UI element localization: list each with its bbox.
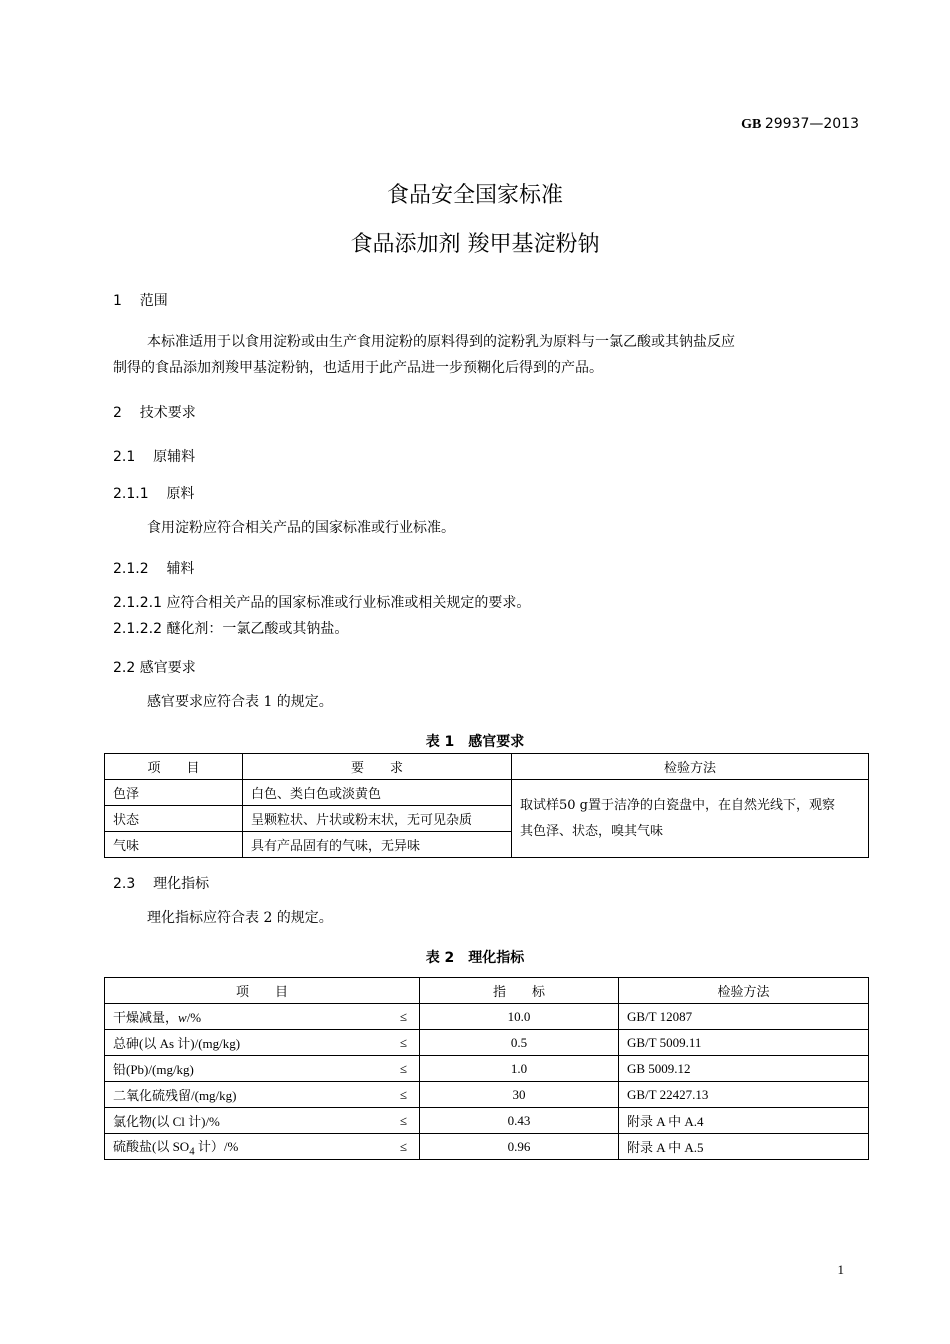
method-line-2: 其色泽、状态，嗅其气味 bbox=[520, 823, 664, 839]
section-number: 1 bbox=[113, 293, 122, 309]
table-2-caption: 表 2 理化指标 bbox=[425, 950, 525, 966]
section-2-2-heading bbox=[113, 657, 196, 677]
table-cell-item bbox=[105, 1082, 420, 1108]
less-equal-symbol: ≤ bbox=[399, 1034, 407, 1050]
table-row bbox=[105, 1082, 869, 1108]
table-cell-requirement: 白色、类白色或淡黄色 bbox=[243, 780, 512, 806]
table-cell-method: 附录 A 中 A.5 bbox=[619, 1134, 869, 1160]
section-2-heading bbox=[113, 402, 196, 422]
section-2-1-1-paragraph: 食用淀粉应符合相关产品的国家标准或行业标准。 bbox=[147, 520, 455, 536]
table-row bbox=[105, 1004, 869, 1030]
item-text: 硫酸盐(以 SO bbox=[113, 1138, 190, 1154]
section-1-paragraph-line1: 本标准适用于以食用淀粉或由生产食用淀粉的原料得到的淀粉乳为原料与一氯乙酸或其钠盐反应 bbox=[147, 334, 735, 350]
table-cell-method bbox=[512, 780, 869, 858]
section-2-2-paragraph: 感官要求应符合表 1 的规定。 bbox=[147, 694, 333, 710]
table-header-index: 指 标 bbox=[420, 978, 619, 1004]
method-line-1: 取试样50 g置于洁净的白瓷盘中，在自然光线下，观察 bbox=[520, 797, 835, 813]
section-2-3-heading bbox=[113, 873, 209, 893]
table-cell-value: 10.0 bbox=[420, 1004, 619, 1030]
table-cell-method: GB/T 12087 bbox=[619, 1004, 869, 1030]
standard-prefix: GB bbox=[741, 117, 762, 132]
section-number: 2.2 bbox=[113, 660, 136, 676]
section-2-1-1-heading bbox=[113, 483, 194, 503]
document-subtitle: 食品添加剂 羧甲基淀粉钠 bbox=[350, 232, 600, 257]
item-text: 干燥减量， bbox=[113, 1010, 179, 1025]
section-number: 2.1 bbox=[113, 449, 136, 465]
table-header-item: 项 目 bbox=[105, 754, 243, 780]
table-cell-value: 0.43 bbox=[420, 1108, 619, 1134]
item-text: 氯化物(以 Cl 计)/% bbox=[113, 1114, 220, 1129]
table-cell-item bbox=[105, 1056, 420, 1082]
table-cell-value: 30 bbox=[420, 1082, 619, 1108]
section-2-1-2-heading bbox=[113, 558, 194, 578]
clause-number: 2.1.2.1 bbox=[113, 595, 162, 611]
table-cell-method: GB/T 5009.11 bbox=[619, 1030, 869, 1056]
table-row bbox=[105, 1030, 869, 1056]
section-title: 理化指标 bbox=[153, 876, 210, 892]
table-cell-method: 附录 A 中 A.4 bbox=[619, 1108, 869, 1134]
section-title: 感官要求 bbox=[139, 660, 196, 676]
table-header-requirement: 要 求 bbox=[243, 754, 512, 780]
table-row bbox=[105, 1108, 869, 1134]
item-variable: w bbox=[178, 1010, 187, 1025]
clause-text: 应符合相关产品的国家标准或行业标准或相关规定的要求。 bbox=[166, 595, 531, 611]
section-1-paragraph-line2: 制得的食品添加剂羧甲基淀粉钠，也适用于此产品进一步预糊化后得到的产品。 bbox=[113, 360, 603, 376]
item-unit: 计）/% bbox=[194, 1138, 239, 1154]
section-number: 2 bbox=[113, 405, 122, 421]
section-number: 2.1.1 bbox=[113, 486, 149, 502]
item-unit: /% bbox=[186, 1010, 202, 1025]
clause-text: 醚化剂：一氯乙酸或其钠盐。 bbox=[166, 621, 349, 637]
less-equal-symbol: ≤ bbox=[399, 1008, 407, 1024]
table-cell-requirement: 呈颗粒状、片状或粉末状，无可见杂质 bbox=[243, 806, 512, 832]
section-2-1-heading bbox=[113, 446, 195, 466]
section-title: 辅料 bbox=[166, 561, 195, 577]
table-header-method: 检验方法 bbox=[512, 754, 869, 780]
table-row bbox=[105, 1056, 869, 1082]
table-cell-item: 状态 bbox=[105, 806, 243, 832]
table-header-method: 检验方法 bbox=[619, 978, 869, 1004]
page-number: 1 bbox=[837, 1262, 844, 1277]
section-number: 2.1.2 bbox=[113, 561, 149, 577]
less-equal-symbol: ≤ bbox=[399, 1112, 407, 1128]
clause-2-1-2-1 bbox=[113, 590, 530, 616]
table-cell-requirement: 具有产品固有的气味，无异味 bbox=[243, 832, 512, 858]
less-equal-symbol: ≤ bbox=[399, 1060, 407, 1076]
section-2-3-paragraph: 理化指标应符合表 2 的规定。 bbox=[147, 910, 333, 926]
table-row bbox=[105, 780, 869, 806]
section-1-heading bbox=[113, 290, 168, 310]
table-row bbox=[105, 1134, 869, 1160]
section-title: 原辅料 bbox=[153, 449, 196, 465]
item-text: 二氧化硫残留/(mg/kg) bbox=[113, 1088, 237, 1103]
clause-number: 2.1.2.2 bbox=[113, 621, 162, 637]
table-2 bbox=[104, 977, 869, 1160]
table-cell-value: 0.5 bbox=[420, 1030, 619, 1056]
table-cell-item bbox=[105, 1004, 420, 1030]
standard-number: 29937—2013 bbox=[764, 116, 859, 132]
table-cell-item: 气味 bbox=[105, 832, 243, 858]
table-cell-value: 0.96 bbox=[420, 1134, 619, 1160]
table-header-item: 项 目 bbox=[105, 978, 420, 1004]
section-title: 技术要求 bbox=[139, 405, 196, 421]
table-cell-value: 1.0 bbox=[420, 1056, 619, 1082]
table-cell-method: GB 5009.12 bbox=[619, 1056, 869, 1082]
clause-2-1-2-2 bbox=[113, 616, 348, 642]
item-text: 铅(Pb)/(mg/kg) bbox=[113, 1062, 194, 1077]
section-title: 范围 bbox=[139, 293, 168, 309]
item-subscript: 4 bbox=[189, 1145, 195, 1158]
less-equal-symbol: ≤ bbox=[399, 1138, 407, 1154]
document-title: 食品安全国家标准 bbox=[386, 183, 563, 208]
less-equal-symbol: ≤ bbox=[399, 1086, 407, 1102]
table-1 bbox=[104, 753, 869, 858]
table-cell-method: GB/T 22427.13 bbox=[619, 1082, 869, 1108]
table-cell-item bbox=[105, 1108, 420, 1134]
table-cell-item bbox=[105, 1030, 420, 1056]
standard-code bbox=[741, 116, 859, 133]
table-cell-item bbox=[105, 1134, 420, 1160]
section-title: 原料 bbox=[166, 486, 195, 502]
section-number: 2.3 bbox=[113, 876, 136, 892]
table-cell-item: 色泽 bbox=[105, 780, 243, 806]
item-text: 总砷(以 As 计)/(mg/kg) bbox=[113, 1036, 241, 1051]
table-1-caption: 表 1 感官要求 bbox=[425, 734, 525, 750]
